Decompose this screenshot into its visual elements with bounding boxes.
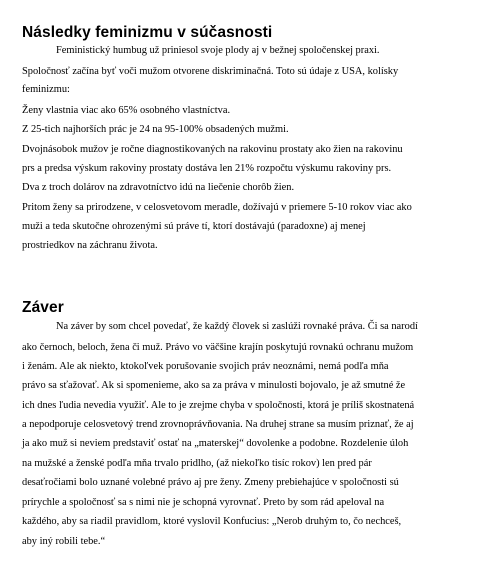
- paragraph-line: aby iný robili tebe.“: [22, 536, 106, 547]
- paragraph-line: na mužské a ženské podľa mňa trvalo pridlho, (až niekoľko tisíc rokov) len pred pár: [22, 458, 372, 469]
- paragraph-line: Z 25-tich najhorších prác je 24 na 95-100% obsadených mužmi.: [22, 124, 289, 135]
- paragraph-line: ich dnes ľudia nevedia využiť. Ale to je zrejme chyba v spoločnosti, ktorá je príliš skostnatená: [22, 400, 415, 411]
- paragraph-line: Ženy vlastnia viac ako 65% osobného vlastníctva.: [22, 105, 231, 116]
- paragraph-line: prírychle a spoločnosť sa s nimi nie je schopná vyrovnať. Preto by som rád apeloval na: [22, 497, 385, 508]
- paragraph-line: ja ako muž si neviem predstaviť ostať na „materskej“ dovolenke a podobne. Rozdelenie úloh: [22, 438, 409, 449]
- paragraph-line: Na záver by som chcel povedať, že každý človek si zaslúži rovnaké práva. Či sa narodí: [56, 321, 418, 332]
- paragraph-line: Feministický humbug už priniesol svoje plody aj v bežnej spoločenskej praxi.: [56, 45, 380, 56]
- paragraph-line: Pritom ženy sa prirodzene, v celosvetovom meradle, dožívajú v priemere 5-10 rokov viac ako: [22, 202, 412, 213]
- paragraph-line: desaťročiami bolo uznané volebné právo aj pre ženy. Zmeny prebiehajúce v spoločnosti sú: [22, 477, 399, 488]
- paragraph-line: každého, aby sa riadil pravidlom, ktoré vyslovil Konfucius: „Nerob druhým to, čo nechceš,: [22, 516, 402, 527]
- paragraph-line: Spoločnosť začína byť voči mužom otvorene diskriminačná. Toto sú údaje z USA, kolísky: [22, 66, 399, 77]
- section-heading-conclusion: Záver: [22, 299, 64, 316]
- paragraph-line: právo sa sťažovať. Ak si spomenieme, ako sa za práva v minulosti bojovalo, je až smutné že: [22, 380, 406, 391]
- paragraph-line: ako černoch, beloch, žena či muž. Právo vo väčšine krajín poskytujú rovnakú ochranu mužom: [22, 342, 414, 353]
- paragraph-line: muži a teda skutočne ohrozenými sú práve tí, ktorí dostávajú (paradoxne) aj menej: [22, 221, 366, 232]
- paragraph-line: prostriedkov na záchranu života.: [22, 240, 158, 251]
- section-heading-consequences: Následky feminizmu v súčasnosti: [22, 24, 273, 41]
- paragraph-line: a nepodporuje celosvetový trend zrovnoprávňovania. Na druhej strane sa musím priznať, že aj: [22, 419, 414, 430]
- paragraph-line: feminizmu:: [22, 84, 70, 95]
- paragraph-line: Dva z troch dolárov na zdravotníctvo idú na liečenie chorôb žien.: [22, 182, 295, 193]
- paragraph-line: prs a predsa výskum rakoviny prostaty dostáva len 21% rozpočtu výskumu rakoviny prs.: [22, 163, 392, 174]
- paragraph-line: Dvojnásobok mužov je ročne diagnostikovaných na rakovinu prostaty ako žien na rakovinu: [22, 144, 403, 155]
- paragraph-line: i ženám. Ale ak niekto, ktokoľvek porušovanie svojich práv neoznámi, nemá podľa mňa: [22, 361, 389, 372]
